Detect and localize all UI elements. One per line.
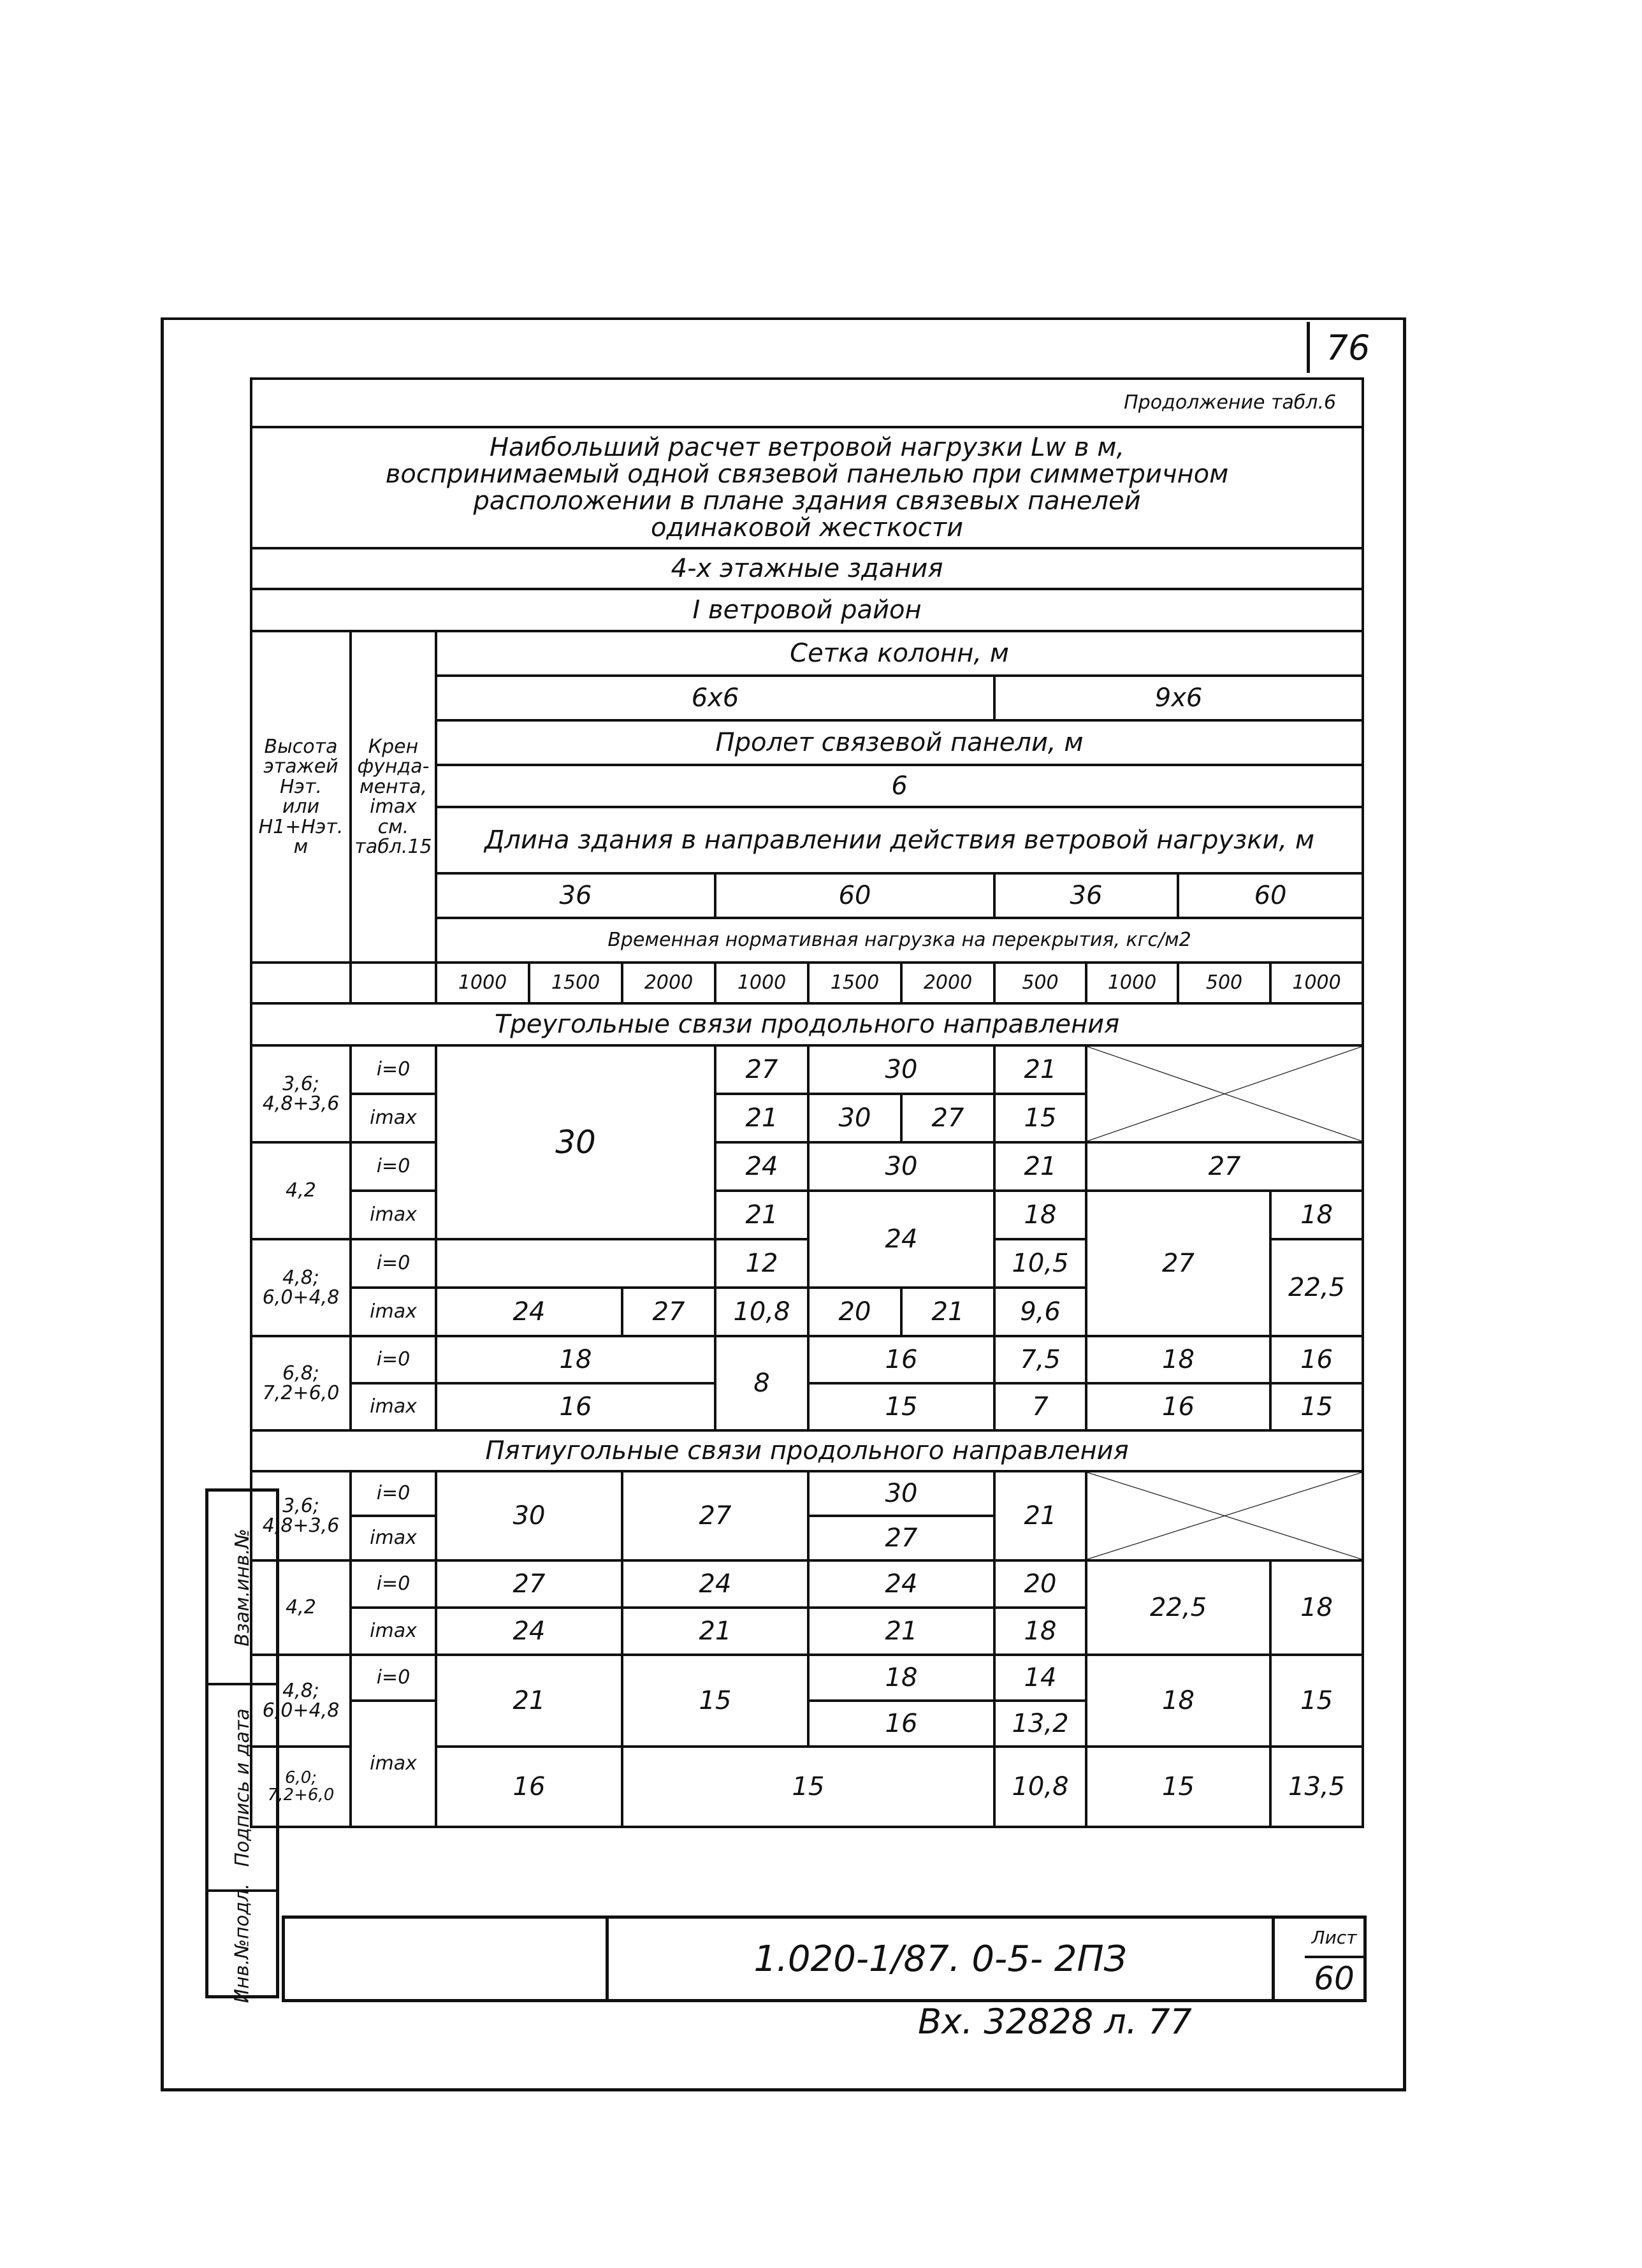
sheet-page-number: 60 — [1314, 1960, 1355, 1997]
load-value: 1500 — [529, 963, 622, 1003]
section-1-title: Треугольные связи продольного направления — [251, 1003, 1363, 1045]
i0-label: i=0 — [351, 1336, 436, 1383]
value-cell: 21 — [436, 1655, 622, 1747]
sheet-number: 76 — [1307, 322, 1386, 373]
value-cell: 18 — [1086, 1336, 1270, 1383]
i0-label: i=0 — [351, 1471, 436, 1516]
value-cell: 16 — [1270, 1336, 1363, 1383]
length-60b: 60 — [1178, 873, 1363, 918]
value-cell: 30 — [808, 1045, 994, 1094]
value-cell: 22,5 — [1086, 1560, 1270, 1655]
wind-load-table — [250, 377, 1364, 1828]
value-cell: 8 — [715, 1336, 808, 1430]
load-value: 1000 — [715, 963, 808, 1003]
load-value: 1000 — [1086, 963, 1178, 1003]
load-value: 2000 — [901, 963, 994, 1003]
value-cell: 21 — [994, 1471, 1086, 1560]
value-cell: 27 — [622, 1288, 715, 1336]
value-cell: 27 — [901, 1094, 994, 1142]
value-cell: 21 — [715, 1094, 808, 1142]
load-value: 2000 — [622, 963, 715, 1003]
length-36b: 36 — [994, 873, 1178, 918]
sheet-label: Лист — [1305, 1919, 1363, 1958]
height-header: Высота этажей Нэт. или Н1+Нэт. м — [251, 631, 351, 963]
value-cell: 15 — [1270, 1383, 1363, 1430]
value-cell: 21 — [808, 1608, 994, 1655]
value-cell: 21 — [622, 1608, 808, 1655]
sidebar-cell-3: Инв.№подл. — [231, 1883, 254, 2003]
value-cell: 24 — [808, 1560, 994, 1608]
value-cell: 27 — [436, 1560, 622, 1608]
value-cell: 18 — [436, 1336, 715, 1383]
imax-label: imax — [351, 1288, 436, 1336]
value-cell: 7 — [994, 1383, 1086, 1430]
value-cell: 24 — [436, 1608, 622, 1655]
value-cell: 12 — [715, 1239, 808, 1288]
value-cell: 30 — [436, 1471, 622, 1560]
height-cell: 3,6; 4,8+3,6 — [251, 1471, 351, 1560]
value-cell: 20 — [808, 1288, 901, 1336]
value-cell: 27 — [622, 1471, 808, 1560]
value-cell: 30 — [808, 1471, 994, 1516]
i0-label: i=0 — [351, 1045, 436, 1094]
value-cell: 18 — [1270, 1560, 1363, 1655]
span-header: Пролет связевой панели, м — [436, 720, 1363, 765]
value-cell: 16 — [436, 1747, 622, 1827]
grid-6x6: 6х6 — [436, 676, 994, 720]
title-block — [282, 1915, 1367, 2002]
value-cell: 30 — [808, 1094, 901, 1142]
i0-label: i=0 — [351, 1239, 436, 1288]
value-cell: 15 — [622, 1655, 808, 1747]
grid-header: Сетка колонн, м — [436, 631, 1363, 676]
document-code: 1.020-1/87. 0-5- 2ПЗ — [606, 1919, 1275, 1999]
imax-label: imax — [351, 1383, 436, 1430]
tilt-header: Крен фунда- мента, imax см. табл.15 — [351, 631, 436, 963]
value-cell: 15 — [994, 1094, 1086, 1142]
value-cell: 13,5 — [1270, 1747, 1363, 1827]
value-cell: 21 — [901, 1288, 994, 1336]
value-cell: 24 — [715, 1142, 808, 1191]
value-cell: 22,5 — [1270, 1239, 1363, 1336]
imax-label: imax — [351, 1094, 436, 1142]
value-cell: 16 — [808, 1701, 994, 1747]
load-header: Временная нормативная нагрузка на перекрытия, кгс/м2 — [436, 918, 1363, 963]
value-cell: 10,5 — [994, 1239, 1086, 1288]
value-cell: 10,8 — [994, 1747, 1086, 1827]
value-cell: 16 — [808, 1336, 994, 1383]
value-cell: 21 — [715, 1191, 808, 1239]
value-cell: 27 — [808, 1516, 994, 1560]
empty-crossed-cell — [1086, 1045, 1363, 1142]
value-cell: 18 — [994, 1608, 1086, 1655]
table-title: Наибольший расчет ветровой нагрузки Lw в м, воспринимаемый одной связевой панелью при симметричном расположении в плане здания связевых панелей одинаковой жесткости — [251, 427, 1363, 548]
sidebar-cell-2: Подпись и дата — [208, 1685, 276, 1892]
span-value: 6 — [436, 765, 1363, 807]
value-cell: 16 — [436, 1383, 715, 1430]
value-cell: 21 — [994, 1142, 1086, 1191]
value-cell: 15 — [808, 1383, 994, 1430]
height-cell: 3,6; 4,8+3,6 — [251, 1045, 351, 1142]
sidebar-cell-1: Взам.инв.№ — [208, 1492, 276, 1685]
empty-crossed-cell — [1086, 1471, 1363, 1560]
load-value: 500 — [1178, 963, 1270, 1003]
height-cell: 4,2 — [251, 1142, 351, 1239]
height-cell: 6,8; 7,2+6,0 — [251, 1336, 351, 1430]
i0-label: i=0 — [351, 1560, 436, 1608]
imax-label: imax — [351, 1608, 436, 1655]
value-cell: 27 — [1086, 1191, 1270, 1336]
value-cell: 30 — [808, 1142, 994, 1191]
value-cell: 18 — [1086, 1655, 1270, 1747]
building-type: 4-х этажные здания — [251, 548, 1363, 589]
value-cell: 24 — [622, 1560, 808, 1608]
height-cell: 4,8; 6,0+4,8 — [251, 1655, 351, 1747]
continuation-label: Продолжение табл.6 — [251, 379, 1363, 427]
value-cell: 21 — [994, 1045, 1086, 1094]
value-cell: 24 — [808, 1191, 994, 1288]
wind-region: I ветровой район — [251, 589, 1363, 631]
load-value: 1500 — [808, 963, 901, 1003]
value-cell: 7,5 — [994, 1336, 1086, 1383]
height-cell: 4,8; 6,0+4,8 — [251, 1239, 351, 1336]
value-cell: 30 — [436, 1045, 715, 1239]
value-cell: 15 — [1086, 1747, 1270, 1827]
imax-label: imax — [351, 1701, 436, 1827]
value-cell: 18 — [1270, 1191, 1363, 1239]
value-cell: 24 — [436, 1288, 622, 1336]
value-cell: 20 — [994, 1560, 1086, 1608]
load-value: 500 — [994, 963, 1086, 1003]
length-36: 36 — [436, 873, 715, 918]
value-cell: 15 — [622, 1747, 994, 1827]
grid-9x6: 9х6 — [994, 676, 1363, 720]
value-cell: 13,2 — [994, 1701, 1086, 1747]
value-cell: 16 — [1086, 1383, 1270, 1430]
value-cell: 14 — [994, 1655, 1086, 1701]
height-cell: 4,2 — [251, 1560, 351, 1655]
height-cell: 6,0; 7,2+6,0 — [251, 1747, 351, 1827]
value-cell: 10,8 — [715, 1288, 808, 1336]
imax-label: imax — [351, 1516, 436, 1560]
load-value: 1000 — [1270, 963, 1363, 1003]
i0-label: i=0 — [351, 1142, 436, 1191]
value-cell: 18 — [808, 1655, 994, 1701]
value-cell: 15 — [1270, 1655, 1363, 1747]
length-header: Длина здания в направлении действия ветровой нагрузки, м — [436, 807, 1363, 873]
incoming-number: Вх. 32828 л. 77 — [918, 2002, 1192, 2042]
value-cell: 27 — [1086, 1142, 1363, 1191]
imax-label: imax — [351, 1191, 436, 1239]
value-cell: 9,6 — [994, 1288, 1086, 1336]
value-cell: 27 — [715, 1045, 808, 1094]
load-value: 1000 — [436, 963, 529, 1003]
length-60: 60 — [715, 873, 994, 918]
section-2-title: Пятиугольные связи продольного направления — [251, 1430, 1363, 1471]
i0-label: i=0 — [351, 1655, 436, 1701]
value-cell: 18 — [994, 1191, 1086, 1239]
